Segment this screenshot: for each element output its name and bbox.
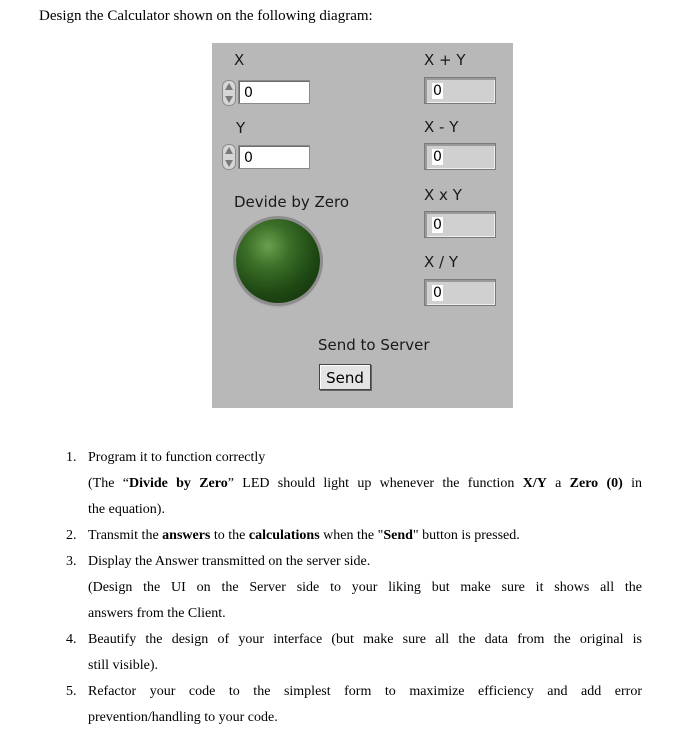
y-label: Y	[236, 119, 246, 137]
spinner-arrows-icon	[222, 80, 236, 106]
sum-indicator: 0	[424, 77, 496, 104]
y-input[interactable]: 0	[238, 145, 310, 169]
task-note: (The “Divide by Zero” LED should light up whenever the function X/Y a Zero (0) in	[88, 476, 642, 491]
intro-text: Design the Calculator shown on the following diagram:	[39, 8, 373, 24]
x-input[interactable]: 0	[238, 80, 310, 104]
x-spinner[interactable]	[222, 80, 236, 106]
task-text: Display the Answer transmitted on the server side.	[88, 554, 371, 569]
list-item: 2. Transmit the answers to the calculations when the "Send" button is pressed.	[66, 523, 642, 549]
spinner-arrows-icon	[222, 144, 236, 170]
x-label: X	[234, 51, 245, 69]
task-note-cont: the equation).	[88, 502, 165, 517]
task-text-cont: prevention/handling to your code.	[88, 710, 278, 725]
divide-by-zero-led	[236, 219, 320, 303]
task-text: Beautify the design of your interface (but make sure all the data from the original is	[88, 632, 642, 647]
send-to-server-label: Send to Server	[318, 336, 430, 354]
calculator-panel	[212, 43, 513, 408]
task-note-cont: answers from the Client.	[88, 606, 226, 621]
send-button[interactable]: Send	[319, 364, 371, 390]
difference-label: X - Y	[424, 118, 459, 136]
difference-indicator: 0	[424, 143, 496, 170]
divide-by-zero-label: Devide by Zero	[234, 193, 350, 211]
task-text-cont: still visible).	[88, 658, 158, 673]
list-item: 4. Beautify the design of your interface (but make sure all the data from the original is still visible).	[66, 627, 642, 679]
task-text: Transmit the answers to the calculations when the "Send" button is pressed.	[88, 528, 520, 543]
task-text: Program it to function correctly	[88, 450, 266, 465]
sum-label: X + Y	[424, 51, 466, 69]
quotient-indicator: 0	[424, 279, 496, 306]
list-item: 1. Program it to function correctly (The “Divide by Zero” LED should light up whenever the function X/Y a Zero (0) in the equation).	[66, 445, 642, 523]
task-list	[66, 445, 642, 731]
y-spinner[interactable]	[222, 144, 236, 170]
list-item: 5. Refactor your code to the simplest form to maximize efficiency and add error prevention/handling to your code.	[66, 679, 642, 731]
task-text: Refactor your code to the simplest form to maximize efficiency and add error	[88, 684, 642, 699]
task-note: (Design the UI on the Server side to your liking but make sure it shows all the	[88, 580, 642, 595]
product-indicator: 0	[424, 211, 496, 238]
product-label: X x Y	[424, 186, 462, 204]
list-item: 3. Display the Answer transmitted on the server side. (Design the UI on the Server side to your liking but make sure it shows all the answers from the Client.	[66, 549, 642, 627]
quotient-label: X / Y	[424, 253, 459, 271]
